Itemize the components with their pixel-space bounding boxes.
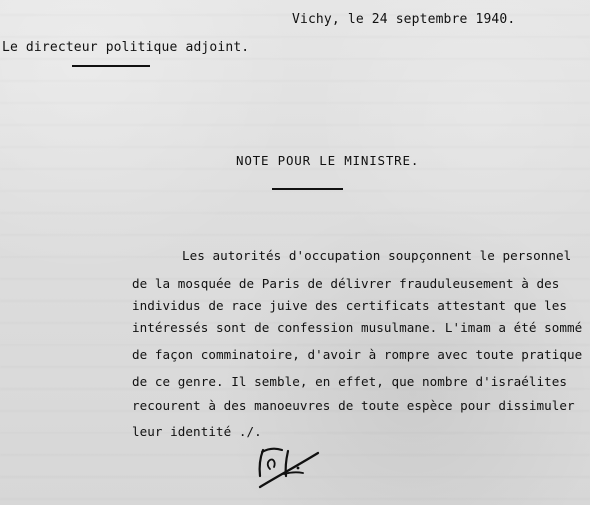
body-line-2: de la mosquée de Paris de délivrer frauduleusement à des [132,276,560,291]
sender-line: Le directeur politique adjoint. [2,40,250,55]
signature-mark [245,432,340,502]
body-line-1: Les autorités d'occupation soupçonnent le personnel [182,248,572,263]
date-line: Vichy, le 24 septembre 1940. [292,12,516,27]
note-title: NOTE POUR LE MINISTRE. [236,153,420,168]
header-underline [72,65,150,67]
body-line-7: recourent à des manoeuvres de toute espèce pour dissimuler [132,398,575,413]
body-line-6: de ce genre. Il semble, en effet, que nombre d'israélites [132,374,568,389]
body-line-4: intéressés sont de confession musulmane. L'imam a été sommé [132,320,583,335]
title-underline [272,188,343,190]
body-line-8: leur identité ./. [132,424,262,439]
body-line-3: individus de race juive des certificats attestant que les [132,298,568,313]
body-line-5: de façon comminatoire, d'avoir à rompre avec toute pratique [132,347,583,362]
